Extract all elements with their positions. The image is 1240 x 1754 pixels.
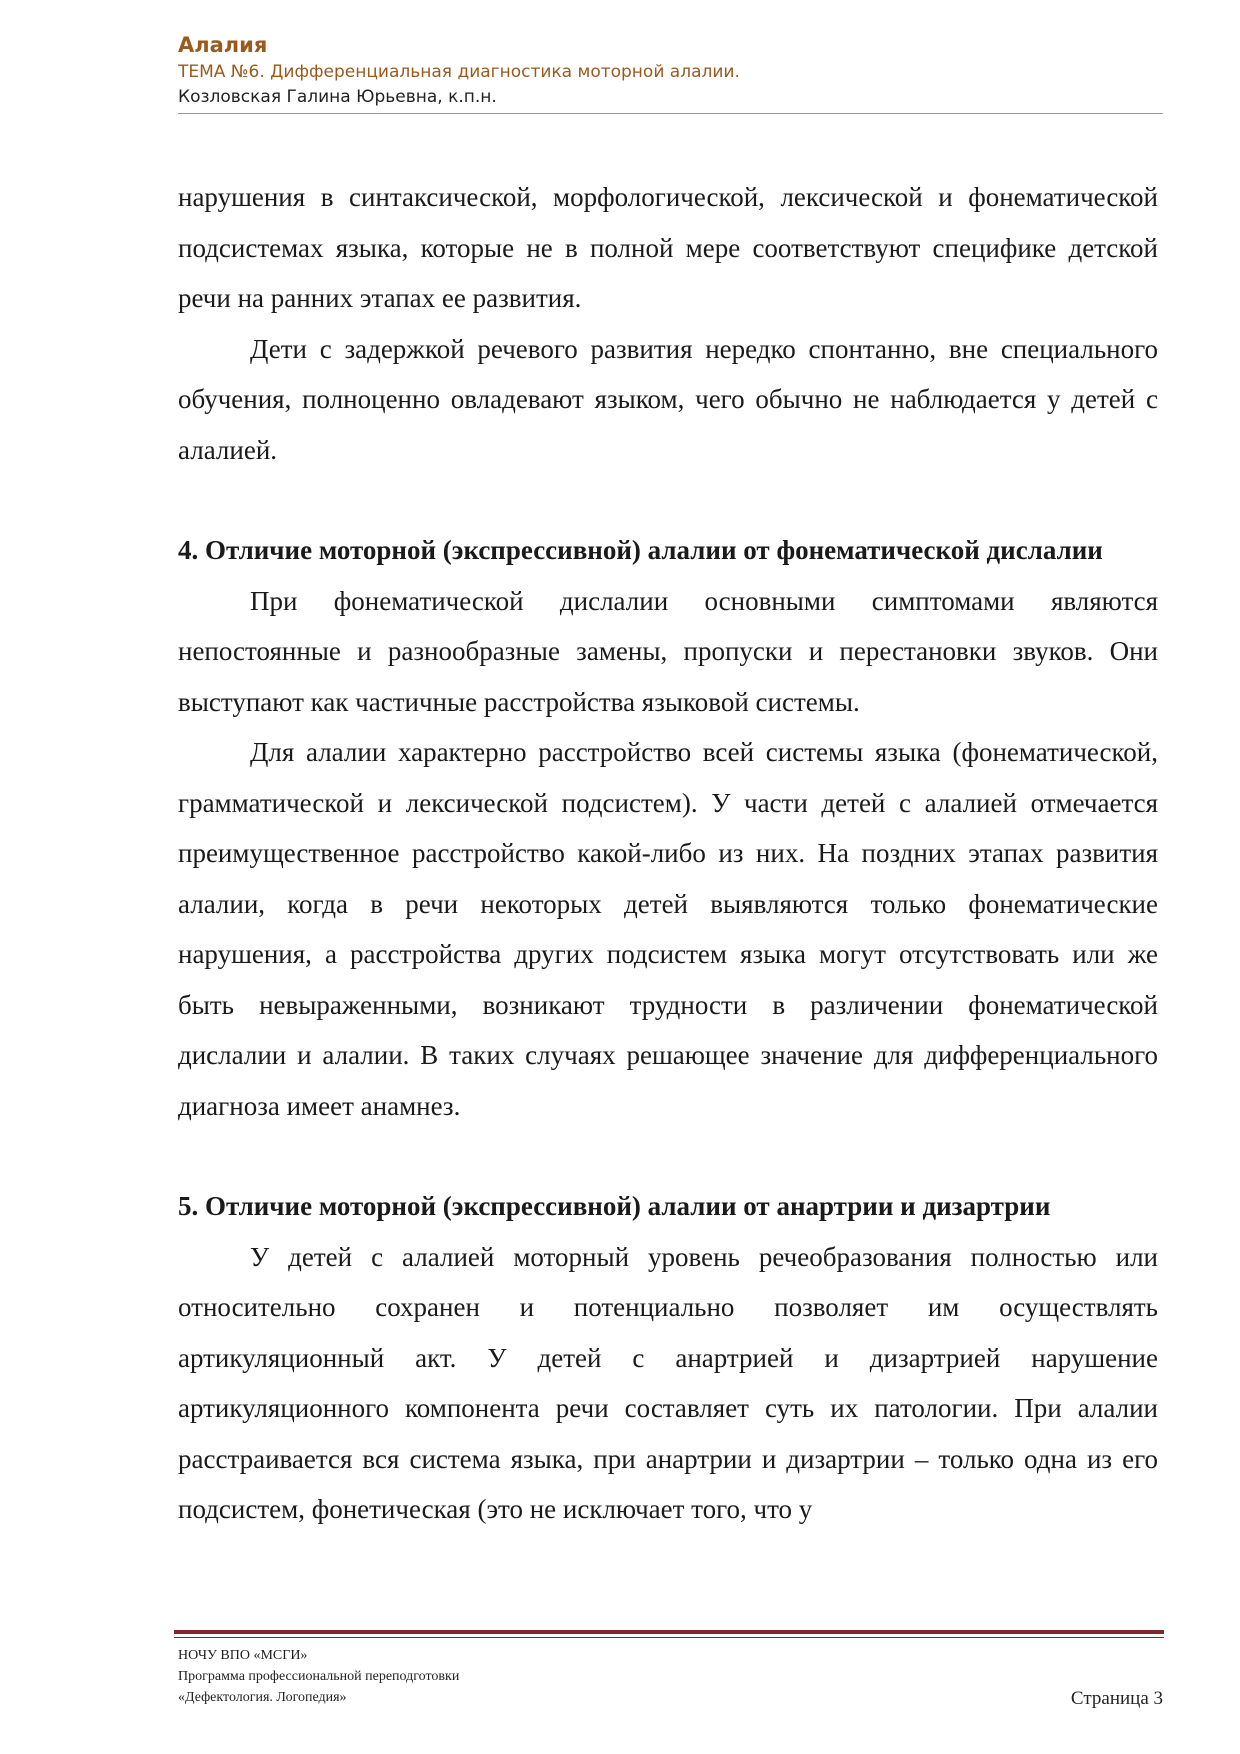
page-number: Страница 3 bbox=[1070, 1688, 1163, 1709]
spacer bbox=[178, 475, 1158, 525]
footer-rule-thin bbox=[174, 1637, 1164, 1638]
footer-org: НОЧУ ВПО «МСГИ» bbox=[178, 1648, 308, 1663]
footer-program: Программа профессиональной переподготовки bbox=[178, 1669, 460, 1684]
paragraph-continuation: нарушения в синтаксической, морфологической, лексической и фонематической подсистемах языка, которые не в полной мере соответствуют специфике детской речи на ранних этапах ее развития. bbox=[178, 182, 1158, 313]
document-title: Алалия bbox=[178, 33, 268, 57]
section-heading-4: 4. Отличие моторной (экспрессивной) алалии от фонематической дислалии bbox=[178, 535, 1103, 565]
author-line: Козловская Галина Юрьевна, к.п.н. bbox=[178, 87, 497, 107]
page-footer bbox=[178, 1645, 1163, 1708]
footer-rule-thick bbox=[174, 1630, 1164, 1634]
paragraph-anarthria: У детей с алалией моторный уровень речеобразования полностью или относительно сохранен и потенциально позволяет им осуществлять артикуляционный акт. У детей с анартрией и дизартрией нарушение артикуляционного компонента речи составляет суть их патологии. При алалии расстраивается вся система языка, при анартрии и дизартрии – только одна из его подсистем, фонетическая (это не исключает того, что у bbox=[178, 1241, 1158, 1524]
page-header bbox=[178, 30, 1163, 110]
section-heading-5: 5. Отличие моторной (экспрессивной) алалии от анартрии и дизартрии bbox=[178, 1191, 1051, 1221]
footer-course: «Дефектология. Логопедия» bbox=[178, 1690, 347, 1705]
document-body bbox=[178, 172, 1158, 1535]
paragraph-alalia: Для алалии характерно расстройство всей системы языка (фонематической, грамматической и лексической подсистем). У части детей с алалией отмечается преимущественное расстройство какой-либо из них. На поздних этапах развития алалии, когда в речи некоторых детей выявляются только фонематические нарушения, а расстройства других подсистем языка могут отсутствовать или же быть невыраженными, возникают трудности в различении фонематической дислалии и алалии. В таких случаях решающее значение для дифференциального диагноза имеет анамнез. bbox=[178, 737, 1158, 1121]
paragraph-dyslalia: При фонематической дислалии основными симптомами являются непостоянные и разнообразные замены, пропуски и перестановки звуков. Они выступают как частичные расстройства языковой системы. bbox=[178, 585, 1158, 717]
paragraph-delay: Дети с задержкой речевого развития нередко спонтанно, вне специального обучения, полноценно овладевают языком, чего обычно не наблюдается у детей с алалией. bbox=[178, 333, 1158, 465]
topic-title: ТЕМА №6. Дифференциальная диагностика моторной алалии. bbox=[178, 62, 740, 82]
spacer bbox=[178, 1131, 1158, 1181]
header-divider bbox=[178, 113, 1163, 114]
